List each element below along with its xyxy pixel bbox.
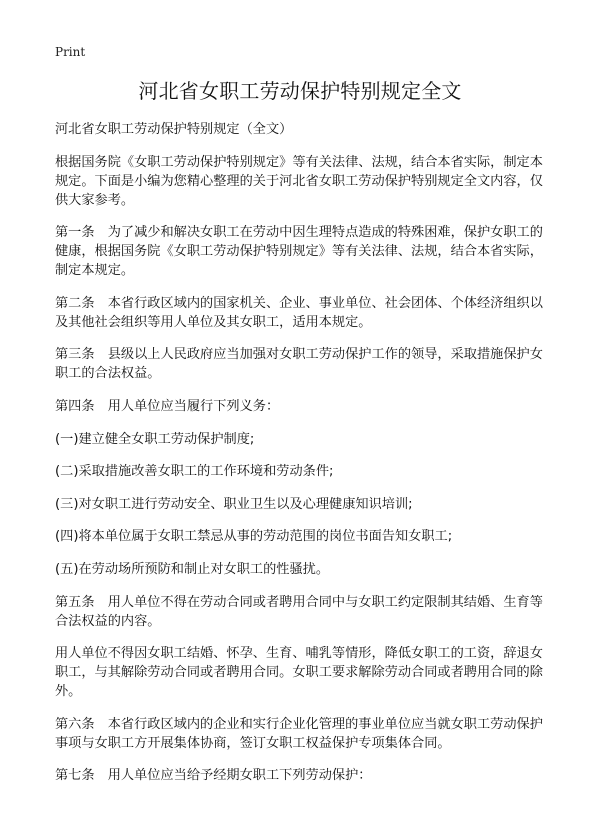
article-5: 第五条 用人单位不得在劳动合同或者聘用合同中与女职工约定限制其结婚、生育等合法权益的内容。 <box>55 594 543 629</box>
print-link[interactable]: Print <box>55 45 86 59</box>
doc-subtitle: 河北省女职工劳动保护特别规定（全文） <box>55 122 293 137</box>
article-4-item-3: (三)对女职工进行劳动安全、职业卫生以及心理健康知识培训; <box>55 496 413 512</box>
article-4-item-1: (一)建立健全女职工劳动保护制度; <box>55 431 255 447</box>
article-5-paragraph-2: 用人单位不得因女职工结婚、怀孕、生育、哺乳等情形，降低女职工的工资，辞退女职工，与其解除劳动合同或者聘用合同。女职工要求解除劳动合同或者聘用合同的除外。 <box>55 646 543 700</box>
article-3: 第三条 县级以上人民政府应当加强对女职工劳动保护工作的领导，采取措施保护女职工的合法权益。 <box>55 347 543 382</box>
article-2: 第二条 本省行政区域内的国家机关、企业、事业单位、社会团体、个体经济组织以及其他社会组织等用人单位及其女职工，适用本规定。 <box>55 295 543 330</box>
article-7: 第七条 用人单位应当给予经期女职工下列劳动保护： <box>55 768 372 784</box>
article-4-item-5: (五)在劳动场所预防和制止对女职工的性骚扰。 <box>55 561 330 577</box>
document-title: 河北省女职工劳动保护特别规定全文 <box>138 79 462 103</box>
article-6: 第六条 本省行政区域内的企业和实行企业化管理的事业单位应当就女职工劳动保护事项与女职工方开展集体协商，签订女职工权益保护专项集体合同。 <box>55 716 543 751</box>
article-4-item-2: (二)采取措施改善女职工的工作环境和劳动条件; <box>55 464 334 480</box>
article-4-item-4: (四)将本单位属于女职工禁忌从事的劳动范围的岗位书面告知女职工; <box>55 529 453 545</box>
document-body <box>55 120 550 799</box>
article-1: 第一条 为了减少和解决女职工在劳动中因生理特点造成的特殊困难，保护女职工的健康，根据国务院《女职工劳动保护特别规定》等有关法律、法规，结合本省实际，制定本规定。 <box>55 225 543 279</box>
article-4: 第四条 用人单位应当履行下列义务： <box>55 398 280 414</box>
intro-paragraph: 根据国务院《女职工劳动保护特别规定》等有关法律、法规，结合本省实际，制定本规定。下面是小编为您精心整理的关于河北省女职工劳动保护特别规定全文内容，仅供大家参考。 <box>55 154 543 208</box>
